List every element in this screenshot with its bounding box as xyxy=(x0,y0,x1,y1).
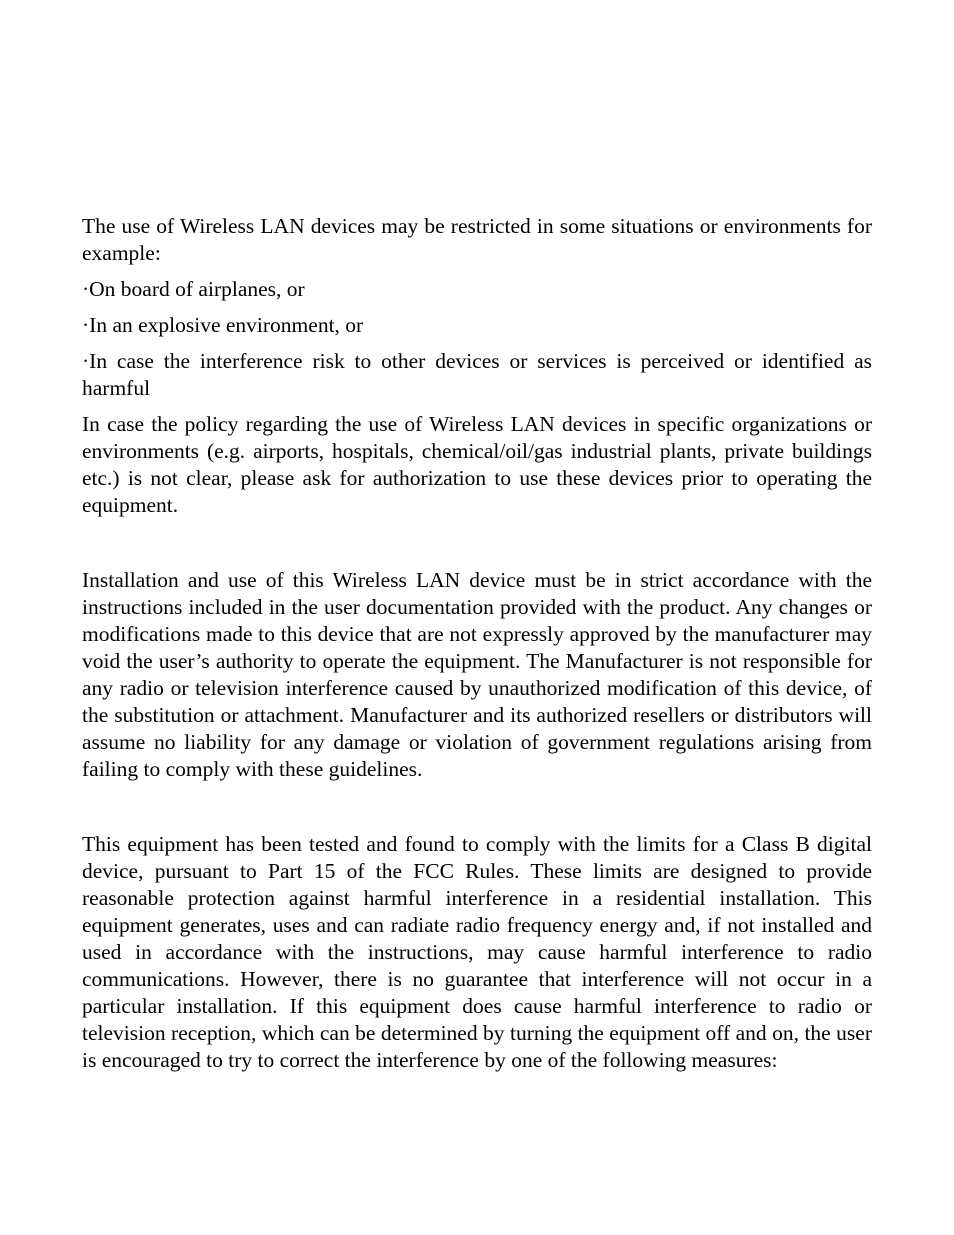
bullet-airplanes: ·On board of airplanes, or xyxy=(82,277,305,301)
bullet-explosive-environment: ·In an explosive environment, or xyxy=(82,313,364,337)
document-page xyxy=(82,213,872,1074)
fcc-compliance-paragraph: This equipment has been tested and found to comply with the limits for a Class B digital device, pursuant to Part 15 of the FCC Rules. These limits are designed to provide reasonable protection against harmful interference in a residential installation. This equipment generates, uses and can radiate radio frequency energy and, if not installed and used in accordance with the instructions, may cause harmful interference to radio communications. However, there is no guarantee that interference will not occur in a particular installation. If this equipment does cause harmful interference to radio or television reception, which can be determined by turning the equipment off and on, the user is encouraged to try to correct the interference by one of the following measures: xyxy=(82,832,872,1072)
installation-paragraph: Installation and use of this Wireless LAN device must be in strict accordance with the instructions included in the user documentation provided with the product. Any changes or modifications made to this device that are not expressly approved by the manufacturer may void the user’s authority to operate the equipment. The Manufacturer is not responsible for any radio or television interference caused by unauthorized modification of this device, of the substitution or attachment. Manufacturer and its authorized resellers or distributors will assume no liability for any damage or violation of government regulations arising from failing to comply with these guidelines. xyxy=(82,568,872,781)
wlan-policy-paragraph: In case the policy regarding the use of Wireless LAN devices in specific organizations or environments (e.g. airports, hospitals, chemical/oil/gas industrial plants, private buildings etc.) is not clear, please ask for authorization to use these devices prior to operating the equipment. xyxy=(82,412,872,517)
bullet-interference-risk: ·In case the interference risk to other devices or services is perceived or identified as harmful xyxy=(82,349,872,400)
wlan-restriction-intro: The use of Wireless LAN devices may be restricted in some situations or environments for example: xyxy=(82,214,872,265)
